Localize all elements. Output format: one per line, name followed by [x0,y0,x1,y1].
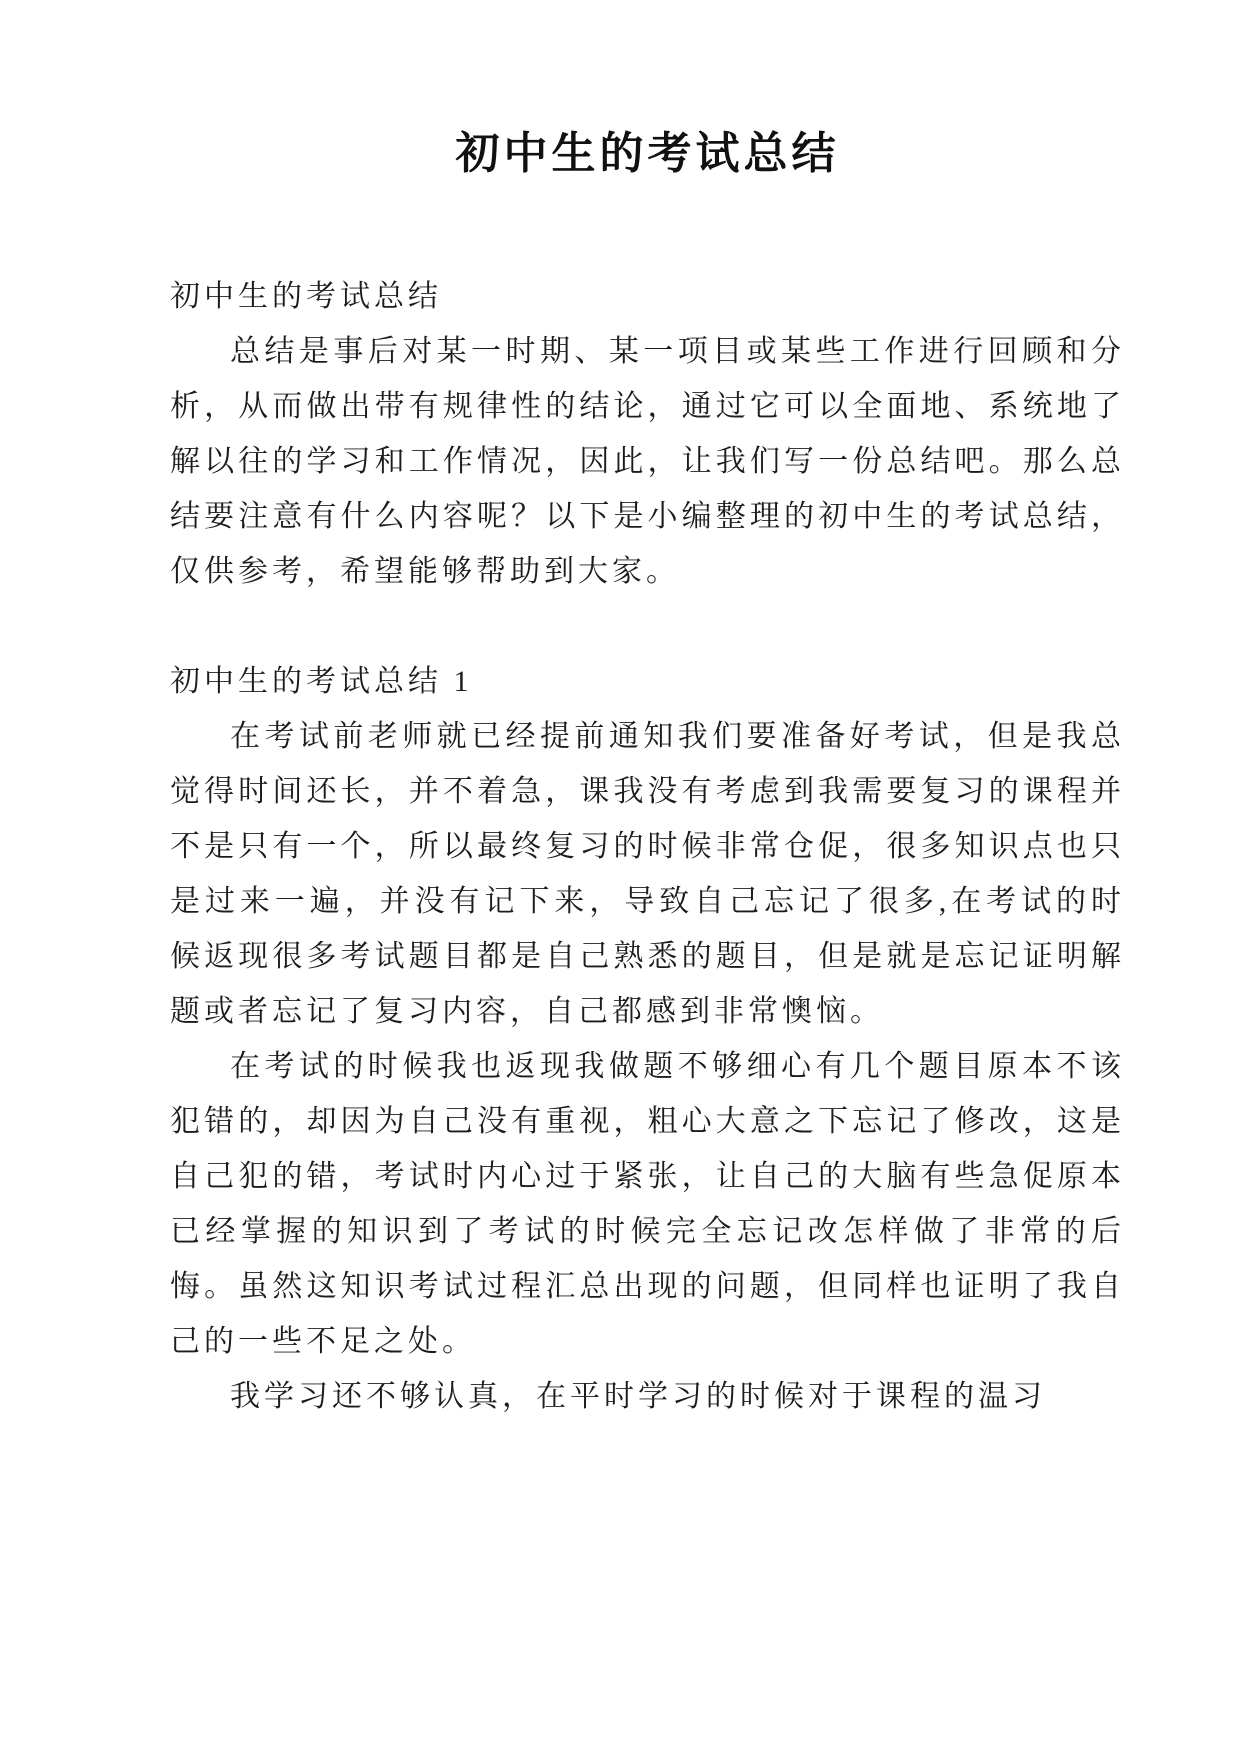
section-paragraph-2: 在考试的时候我也返现我做题不够细心有几个题目原本不该犯错的，却因为自己没有重视，粗心大意之下忘记了修改，这是自己犯的错，考试时内心过于紧张，让自己的大脑有些急促原本已经掌握的知识到了考试的时候完全忘记改怎样做了非常的后悔。虽然这知识考试过程汇总出现的问题，但同样也证明了我自己的一些不足之处。 [170,1049,1125,1358]
section-heading: 初中生的考试总结 1 [170,664,473,698]
section-paragraph-3: 我学习还不够认真，在平时学习的时候对于课程的温习 [230,1379,1046,1413]
document-title: 初中生的考试总结 [455,129,840,178]
section-paragraph-1: 在考试前老师就已经提前通知我们要准备好考试，但是我总觉得时间还长，并不着急，课我没有考虑到我需要复习的课程并不是只有一个，所以最终复习的时候非常仓促，很多知识点也只是过来一遍，并没有记下来，导致自己忘记了很多,在考试的时候返现很多考试题目都是自己熟悉的题目，但是就是忘记证明解题或者忘记了复习内容，自己都感到非常懊恼。 [170,719,1125,1028]
blank-line-spacer [170,599,1125,654]
intro-label: 初中生的考试总结 [170,279,442,313]
document-body [170,269,1125,1424]
intro-paragraph: 总结是事后对某一时期、某一项目或某些工作进行回顾和分析，从而做出带有规律性的结论，通过它可以全面地、系统地了解以往的学习和工作情况，因此，让我们写一份总结吧。那么总结要注意有什么内容呢？以下是小编整理的初中生的考试总结，仅供参考，希望能够帮助到大家。 [170,334,1125,588]
